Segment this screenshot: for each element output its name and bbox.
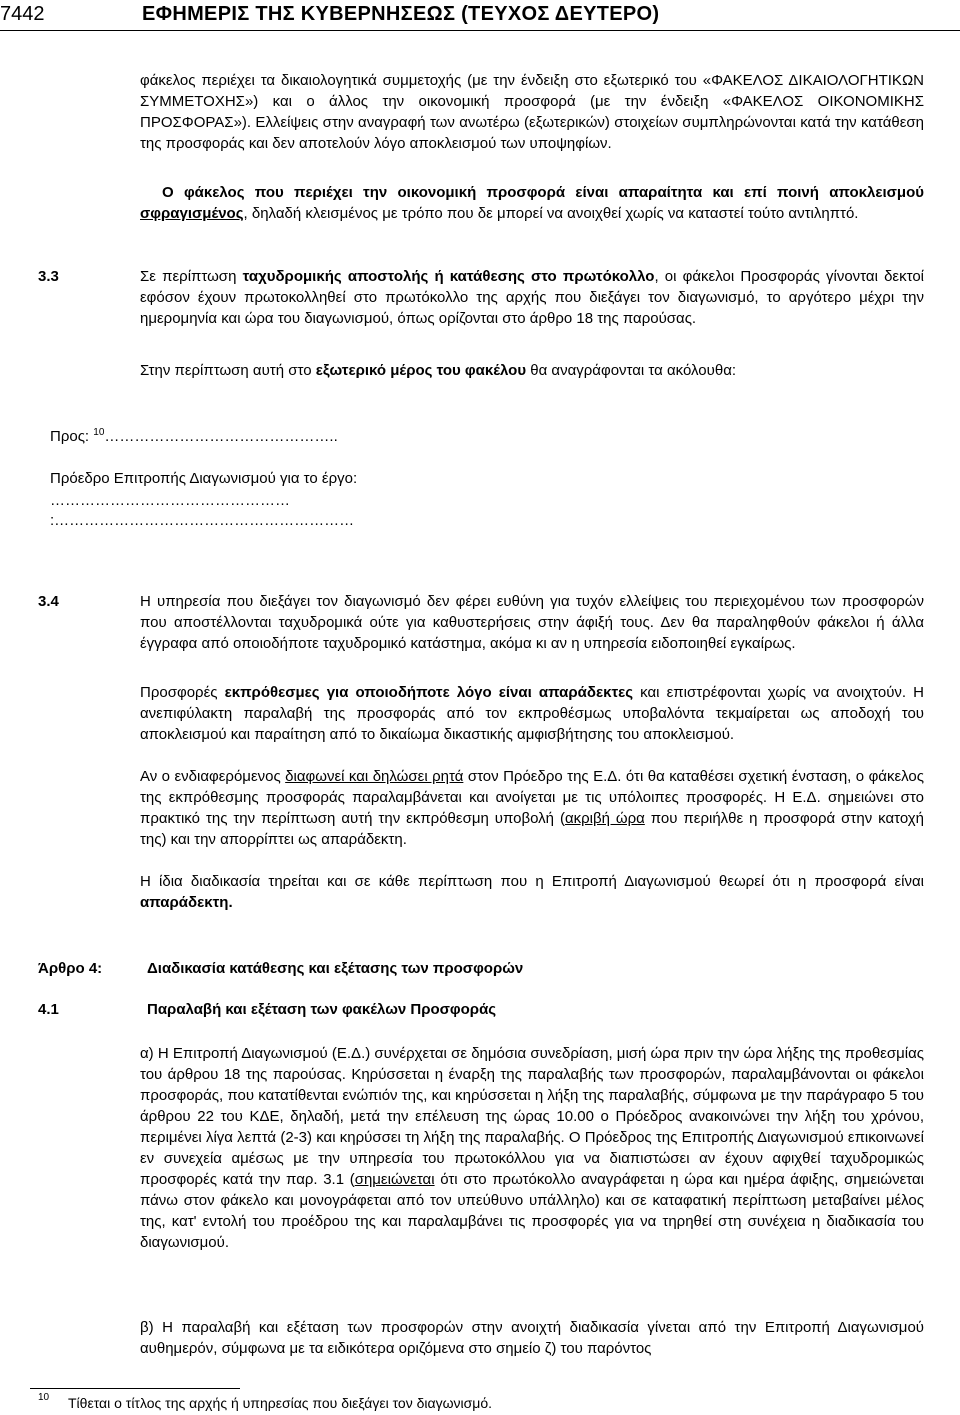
section-4-1-number: 4.1: [38, 1001, 59, 1018]
sealed-rest-text: , δηλαδή κλεισμένος με τρόπο που δε μπορεί να ανοιχθεί χωρίς να καταστεί τούτο αντιληπτό.: [243, 205, 859, 222]
s34-bold-2: εκπρόθεσμες για οποιοδήποτε λόγο είναι απαράδεκτες: [224, 684, 634, 701]
section-3-3-envelope-line: [140, 360, 924, 381]
s34-text-1: Η υπηρεσία που διεξάγει τον διαγωνισμό δεν φέρει ευθύνη για τυχόν ελλείψεις του περιεχομένου των προσφορών που αποστέλλονται ταχυδρομικά ούτε για καθυστερήσεις στην άφιξή τους. Δεν θα παραληφθούν φάκελοι ή άλλα έγγραφα από οποιοδήποτε ταχυδρομικό κατάστημα, ακόμα κι αν η υπηρεσία ειδοποιηθεί εγκαίρως.: [140, 593, 924, 652]
article-4-title: Διαδικασία κατάθεσης και εξέτασης των προσφορών: [147, 960, 524, 977]
article-4-label: Άρθρο 4:: [38, 960, 103, 977]
page-number: 7442: [0, 3, 45, 25]
intro-text: φάκελος περιέχει τα δικαιολογητικά συμμετοχής (με την ένδειξη στο εξωτερικό του «ΦΑΚΕΛΟΣ ΔΙΚΑΙΟΛΟΓΗΤΙΚΩΝ ΣΥΜΜΕΤΟΧΗΣ») και ο άλλος την οικονομική προσφορά (με την ένδειξη «ΦΑΚΕΛΟΣ ΟΙΚΟΝΟΜΙΚΗΣ ΠΡΟΣΦΟΡΑΣ»). Ελλείψεις στην αναγραφή των ανωτέρω (εξωτερικών) στοιχείων συμπληρώνονται κατά την κατάθεση της προσφοράς και δεν αποτελούν λόγο αποκλεισμού των υποψηφίων.: [140, 72, 924, 152]
pros-label: Προς:: [50, 428, 90, 445]
s33-text-2: , οι φάκελοι Προσφοράς γίνονται δεκτοί εφόσον έχουν πρωτοκολληθεί στο πρωτόκολλο της αρχής που διεξάγει τον διαγωνισμό, το αργότερο μέχρι την ημερομηνία και ώρα του διαγωνισμού, όπως ορίζονται στο άρθρο 18 της παρούσας.: [140, 268, 924, 327]
footnote-separator: [30, 1388, 240, 1389]
s34-text-3c: που περιήλθε η προσφορά στην κατοχή της) και την απορρίπτει ως απαράδεκτη.: [140, 810, 925, 848]
section-3-4-paragraph-3: [140, 766, 924, 850]
s41-text-a1: α) Η Επιτροπή Διαγωνισμού (Ε.Δ.) συνέρχεται σε δημόσια συνεδρίαση, μισή ώρα πριν την ώρα λήξης της προθεσμίας του άρθρου 18 της παρούσας. Κηρύσσεται η έναρξη της παραλαβής των προσφορών, παραλαμβάνονται οι φάκελοι προσφοράς, που κατατίθενται ενώπιόν της, και κηρύσσεται η λήξη της παραλαβής, σύμφωνα με την παράγραφο 5 του άρθρου 22 του ΚΔΕ, δηλαδή, μετά την επέλευση της ώρας 10.00 ο Πρόεδρος ανακοινώνει την λήξη του χρόνου, περιμένει λίγα λεπτά (2-3) και κηρύσσει τη λήξη της παραλαβής. Ο Πρόεδρος της Επιτροπής Διαγωνισμού επικοινωνεί εν συνεχεία αμέσως με την υπηρεσία του πρωτοκόλλου για να διαπιστώσει αν έχουν αφιχθεί ταχυδρομικώς προσφορές κατά την παρ. 3.1 (: [140, 1045, 924, 1188]
s33-text-4: θα αναγράφονται τα ακόλουθα:: [526, 362, 737, 379]
s41-underline-a: σημειώνεται: [354, 1171, 435, 1188]
s34-text-3b: στον Πρόεδρο της Ε.Δ. ότι θα καταθέσει σχετική ένσταση, ο φάκελος της εκπρόθεσμης προσφοράς παραλαμβάνεται και ανοίγεται με τις υπόλοιπες προσφορές. Η Ε.Δ. σημειώνει στο πρακτικό της την περίπτωση αυτή την εκπρόθεσμη υποβολή (: [140, 768, 924, 827]
s34-text-2c: και επιστρέφονται χωρίς να ανοιχτούν. Η ανεπιφύλακτη παραλαβή της προσφοράς από τον εκπροθέσμως υποβαλόντα τεκμαίρεται ως αποδοχή του αποκλεισμού και παραίτηση από το δικαίωμα δικαστικής αμφισβήτησης του αποκλεισμού.: [140, 684, 924, 743]
form-dots-line-2: :……………………………………………………: [50, 512, 355, 529]
sealed-underline-text: σφραγισμένος: [140, 205, 244, 222]
section-3-4-paragraph-2: [140, 682, 924, 745]
s34-bold-4: απαράδεκτη.: [140, 894, 233, 911]
section-3-4-number: 3.4: [38, 593, 59, 610]
sealed-bold-text: Ο φάκελος που περιέχει την οικονομική προσφορά είναι απαραίτητα και επί ποινή αποκλεισμού: [162, 184, 924, 201]
section-4-1-paragraph-a: [140, 1043, 924, 1253]
section-3-4-paragraph-4: [140, 871, 924, 913]
s33-text-1: Σε περίπτωση: [140, 268, 243, 285]
footnote-ref: 10: [93, 427, 105, 438]
s34-underline-3: διαφωνεί και δηλώσει ρητά: [285, 768, 464, 785]
sealed-envelope-paragraph: [140, 182, 924, 224]
s34-text-3a: Αν ο ενδιαφερόμενος: [140, 768, 286, 785]
s41-text-a2: ότι στο πρωτόκολλο αναγράφεται η ώρα και ημέρα άφιξης, σημειώνεται πάνω στον φάκελο και μονογράφεται από τον υπεύθυνο υπάλληλο) και σε καταφατική περίπτωση μεταβαίνει μέλος της, κατ' εντολή του προέδρου της και παραλαμβάνει τις προσφορές για να τηρηθεί στη συνέχεια η διαδικασία του διαγωνισμού.: [140, 1171, 924, 1251]
footnote-number: 10: [38, 1392, 50, 1403]
section-4-1-title: Παραλαβή και εξέταση των φακέλων Προσφοράς: [147, 1001, 497, 1018]
pros-dots: ………………………………………..: [104, 428, 338, 445]
s41-text-b1: β) Η παραλαβή και εξέταση των προσφορών στην ανοιχτή διαδικασία γίνεται από την Επιτροπή Διαγωνισμού αυθημερόν, σύμφωνα με τα ειδικότερα οριζόμενα στο σημείο ζ) του παρόντος: [140, 1319, 924, 1357]
form-proedro-line: Πρόεδρο Επιτροπής Διαγωνισμού για το έργο:: [50, 470, 358, 487]
s33-bold-2: εξωτερικό μέρος του φακέλου: [315, 362, 527, 379]
s34-text-2a: Προσφορές: [140, 684, 225, 701]
s34-text-4a: Η ίδια διαδικασία τηρείται και σε κάθε περίπτωση που η Επιτροπή Διαγωνισμού θεωρεί ότι η προσφορά είναι: [140, 873, 924, 890]
section-3-3-paragraph: [140, 266, 924, 329]
footnote-text: Τίθεται ο τίτλος της αρχής ή υπηρεσίας που διεξάγει τον διαγωνισμό.: [68, 1395, 493, 1411]
section-3-3-number: 3.3: [38, 268, 59, 285]
form-pros-line: [50, 426, 338, 447]
form-dots-line-1: …………………………………………: [50, 492, 290, 509]
gazette-title: ΕΦΗΜΕΡΙΣ ΤΗΣ ΚΥΒΕΡΝΗΣΕΩΣ (ΤΕΥΧΟΣ ΔΕΥΤΕΡΟ): [142, 3, 660, 25]
section-4-1-paragraph-b: [140, 1317, 924, 1359]
page-header: [0, 0, 960, 31]
s34-underline-3b: ακριβή ώρα: [564, 810, 645, 827]
section-3-4-paragraph-1: [140, 591, 924, 654]
s33-bold-1: ταχυδρομικής αποστολής ή κατάθεσης στο πρωτόκολλο: [242, 268, 655, 285]
s33-text-3: Στην περίπτωση αυτή στο: [140, 362, 316, 379]
intro-paragraph: [140, 70, 924, 154]
